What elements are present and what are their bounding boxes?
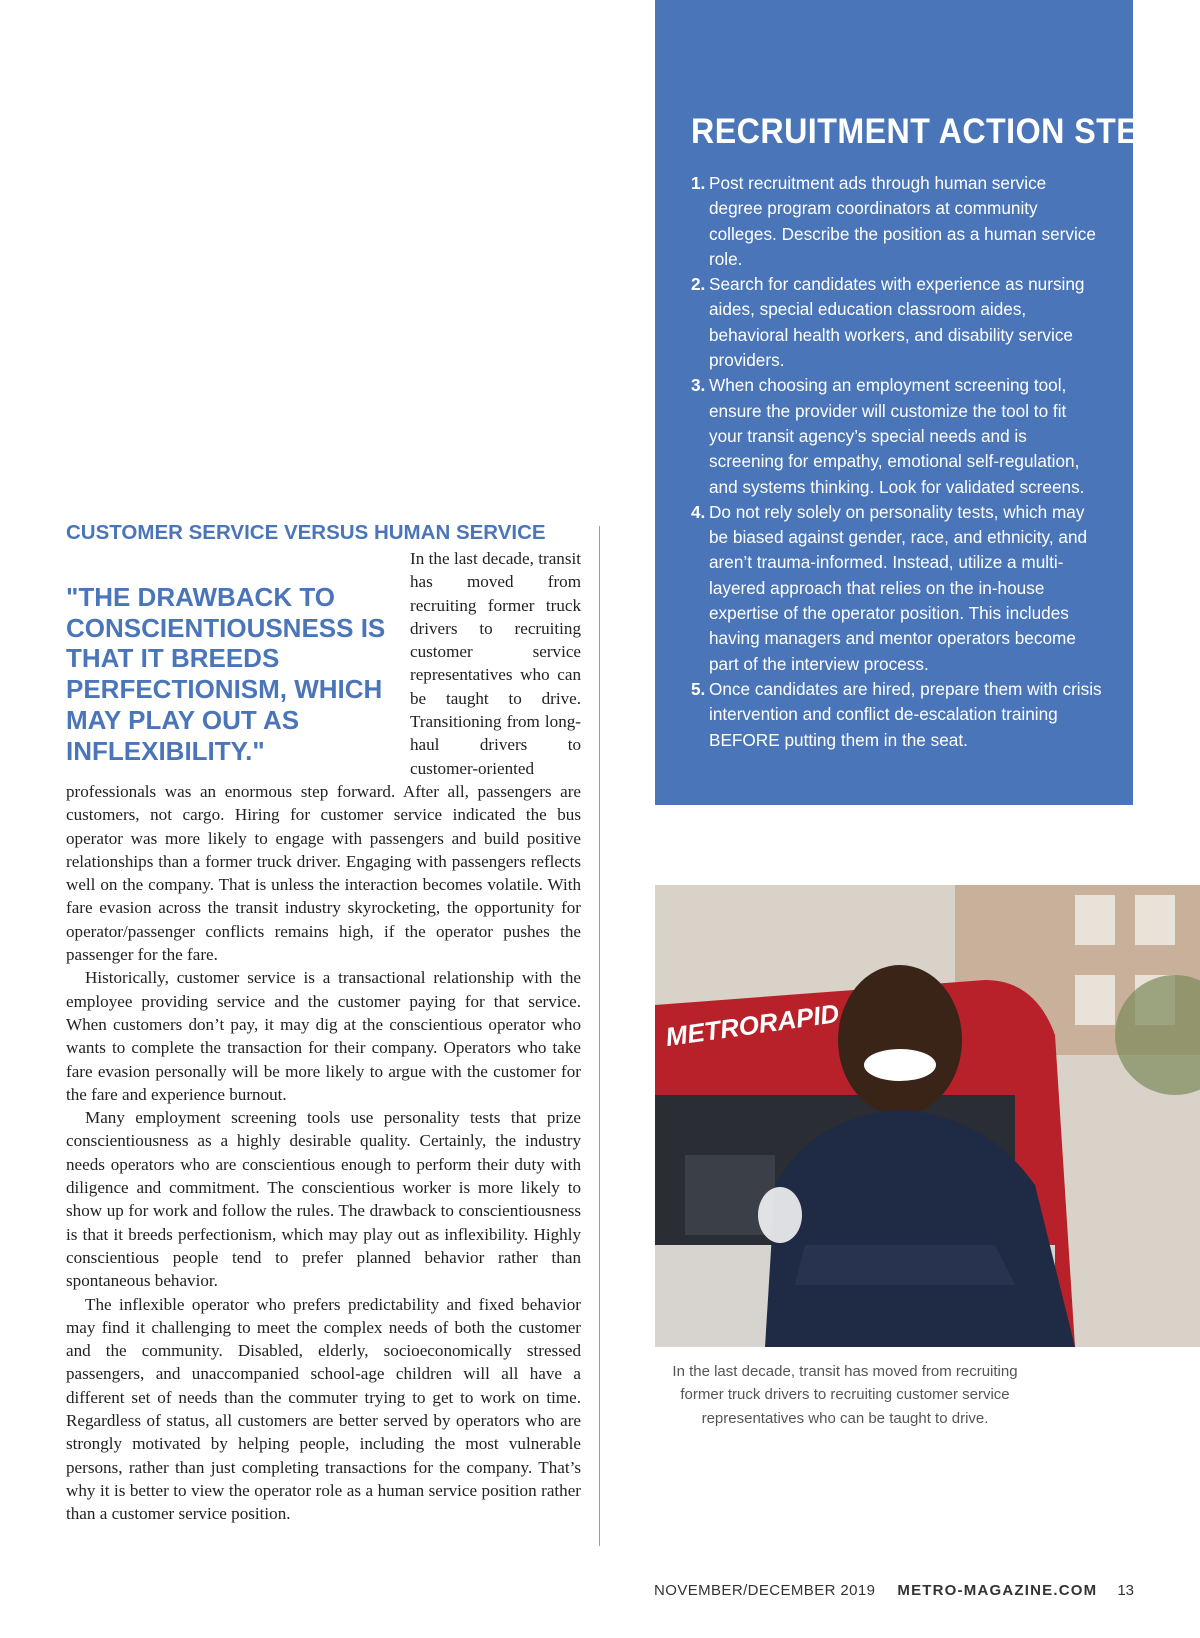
article-paragraph: In the last decade, transit has moved from recruiting former truck drivers to recruiting customer service representatives who can be taught to drive. Transitioning from long-haul drivers to customer-oriented professionals was an enormous step forward. After all, passengers are customers, not cargo. Hiring for customer service indicated the bus operator was more likely to engage with passengers and build positive relationships than a former truck driver. Engaging with passengers reflects well on the company. That is unless the interaction becomes volatile. With fare evasion across the transit industry skyrocketing, the opportunity for operator/passenger conflicts remains high, if the operator pushes the passenger for the fare. [66, 549, 581, 965]
list-item [691, 373, 1103, 499]
action-steps-list [691, 171, 1103, 753]
step-text: Search for candidates with experience as nursing aides, special education classroom aides, behavioral health workers, and disability service providers. [709, 274, 1085, 371]
step-text: Once candidates are hired, prepare them with crisis intervention and conflict de-escalation training BEFORE putting them in the seat. [709, 678, 1102, 750]
page-footer [654, 1582, 1134, 1599]
step-text: Do not rely solely on personality tests, which may be biased against gender, race, and ethnicity, and aren’t trauma-informed. Instead, utilize a multi-layered approach that relies on the in-house expertise of the operator position. This includes having managers and mentor operators become part of the interview process. [709, 501, 1088, 674]
step-number: 1. [691, 173, 706, 193]
article-body [66, 547, 581, 1525]
section-heading: CUSTOMER SERVICE VERSUS HUMAN SERVICE [66, 521, 546, 544]
pull-quote: "THE DRAWBACK TO CONSCIENTIOUSNESS IS THAT IT BREEDS PERFECTIONISM, WHICH MAY PLAY OUT AS INFLEXIBILITY." [66, 582, 386, 766]
list-item [691, 500, 1103, 677]
bus-operator-photo [655, 885, 1200, 1347]
article-column [66, 520, 581, 1525]
photo-caption: In the last decade, transit has moved from recruiting former truck drivers to recruiting customer service representatives who can be taught to drive. [672, 1363, 1018, 1427]
step-text: When choosing an employment screening tool, ensure the provider will customize the tool to fit your transit agency’s special needs and is screening for empathy, emotional self-regulation, and systems thinking. Look for validated screens. [709, 375, 1085, 497]
recruitment-sidebar [655, 0, 1183, 805]
issue-date: NOVEMBER/DECEMBER 2019 [654, 1582, 876, 1599]
step-number: 5. [691, 678, 706, 699]
step-number: 3. [691, 375, 706, 396]
list-item [691, 272, 1103, 373]
list-item [691, 677, 1103, 753]
step-number: 4. [691, 501, 706, 522]
step-number: 2. [691, 274, 706, 295]
page-number: 13 [1117, 1582, 1134, 1599]
article-paragraph: Historically, customer service is a transactional relationship with the employee providing service and the customer paying for that service. When customers don’t pay, it may dig at the conscientious operator who wants to complete the transaction for their company. Operators who take fare evasion personally will be more likely to argue with the customer for the fare and experience burnout. [66, 968, 581, 1104]
article-paragraph: Many employment screening tools use personality tests that prize conscientiousness as a highly desirable quality. Certainly, the industry needs operators who are conscientious enough to perform their duty with diligence and commitment. The conscientious worker is more likely to show up for work and follow the rules. The drawback to conscientiousness is that it breeds perfectionism, which may play out as inflexibility. Highly conscientious people tend to prefer planned behavior rather than spontaneous behavior. [66, 1108, 581, 1291]
site-url: METRO-MAGAZINE.COM [897, 1582, 1098, 1599]
article-paragraph: The inflexible operator who prefers predictability and fixed behavior may find it challenging to meet the complex needs of both the customer and the community. Disabled, elderly, socioeconomically stressed passengers, and unaccompanied school-age children will all have a different set of needs than the commuter trying to get to work on time. Regardless of status, all customers are better served by operators who are strongly motivated by helping people, including the most vulnerable persons, rather than just completing transactions for the company. That’s why it is better to view the operator role as a human service position rather than a customer service position. [66, 1294, 581, 1524]
bus-sign-text: METRORAPID [663, 997, 841, 1053]
column-divider [599, 526, 600, 1546]
sidebar-title: RECRUITMENT ACTION STEPS [691, 112, 1183, 151]
step-text: Post recruitment ads through human service degree program coordinators at community colleges. Describe the position as a human service role. [709, 173, 1096, 269]
list-item [691, 171, 1103, 272]
photo-illustration [655, 885, 1200, 1347]
